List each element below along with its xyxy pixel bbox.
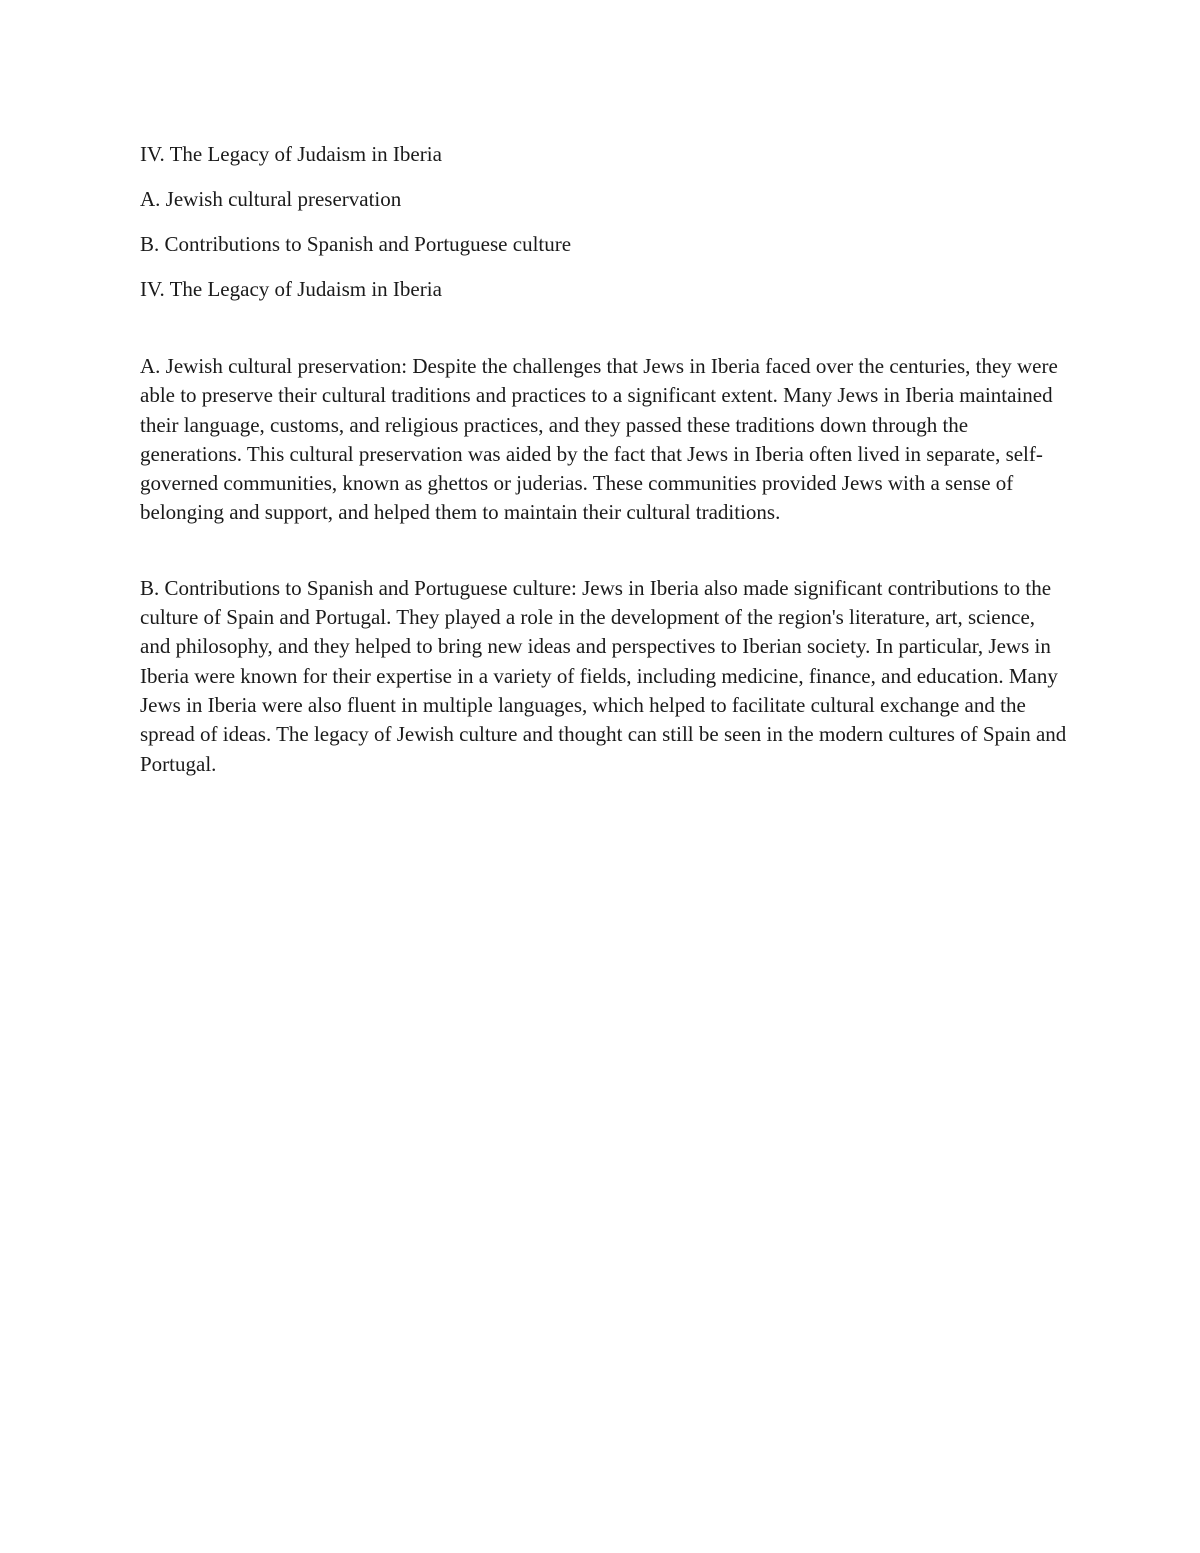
paragraph-contributions: B. Contributions to Spanish and Portuguese culture: Jews in Iberia also made significant contributions to the culture of Spain and Portugal. They played a role in the development of the region's literature, art, science, and philosophy, and they helped to bring new ideas and perspectives to Iberian society. In particular, Jews in Iberia were known for their expertise in a variety of fields, including medicine, finance, and education. Many Jews in Iberia were also fluent in multiple languages, which helped to facilitate cultural exchange and the spread of ideas. The legacy of Jewish culture and thought can still be seen in the modern cultures of Spain and Portugal. xyxy=(140,575,1067,776)
outline-heading: IV. The Legacy of Judaism in Iberia xyxy=(140,142,442,166)
outline-item-b: B. Contributions to Spanish and Portuguese culture xyxy=(140,232,572,256)
section-heading: IV. The Legacy of Judaism in Iberia xyxy=(140,277,442,301)
paragraph-cultural-preservation: A. Jewish cultural preservation: Despite the challenges that Jews in Iberia faced over the centuries, they were able to preserve their cultural traditions and practices to a significant extent. Many Jews in Iberia maintained their language, customs, and religious practices, and they passed these traditions down through the generations. This cultural preservation was aided by the fact that Jews in Iberia often lived in separate, self-governed communities, known as ghettos or juderias. These communities provided Jews with a sense of belonging and support, and helped them to maintain their cultural traditions. xyxy=(140,354,1058,525)
document-page xyxy=(140,140,1070,825)
outline-item-a: A. Jewish cultural preservation xyxy=(140,187,402,211)
